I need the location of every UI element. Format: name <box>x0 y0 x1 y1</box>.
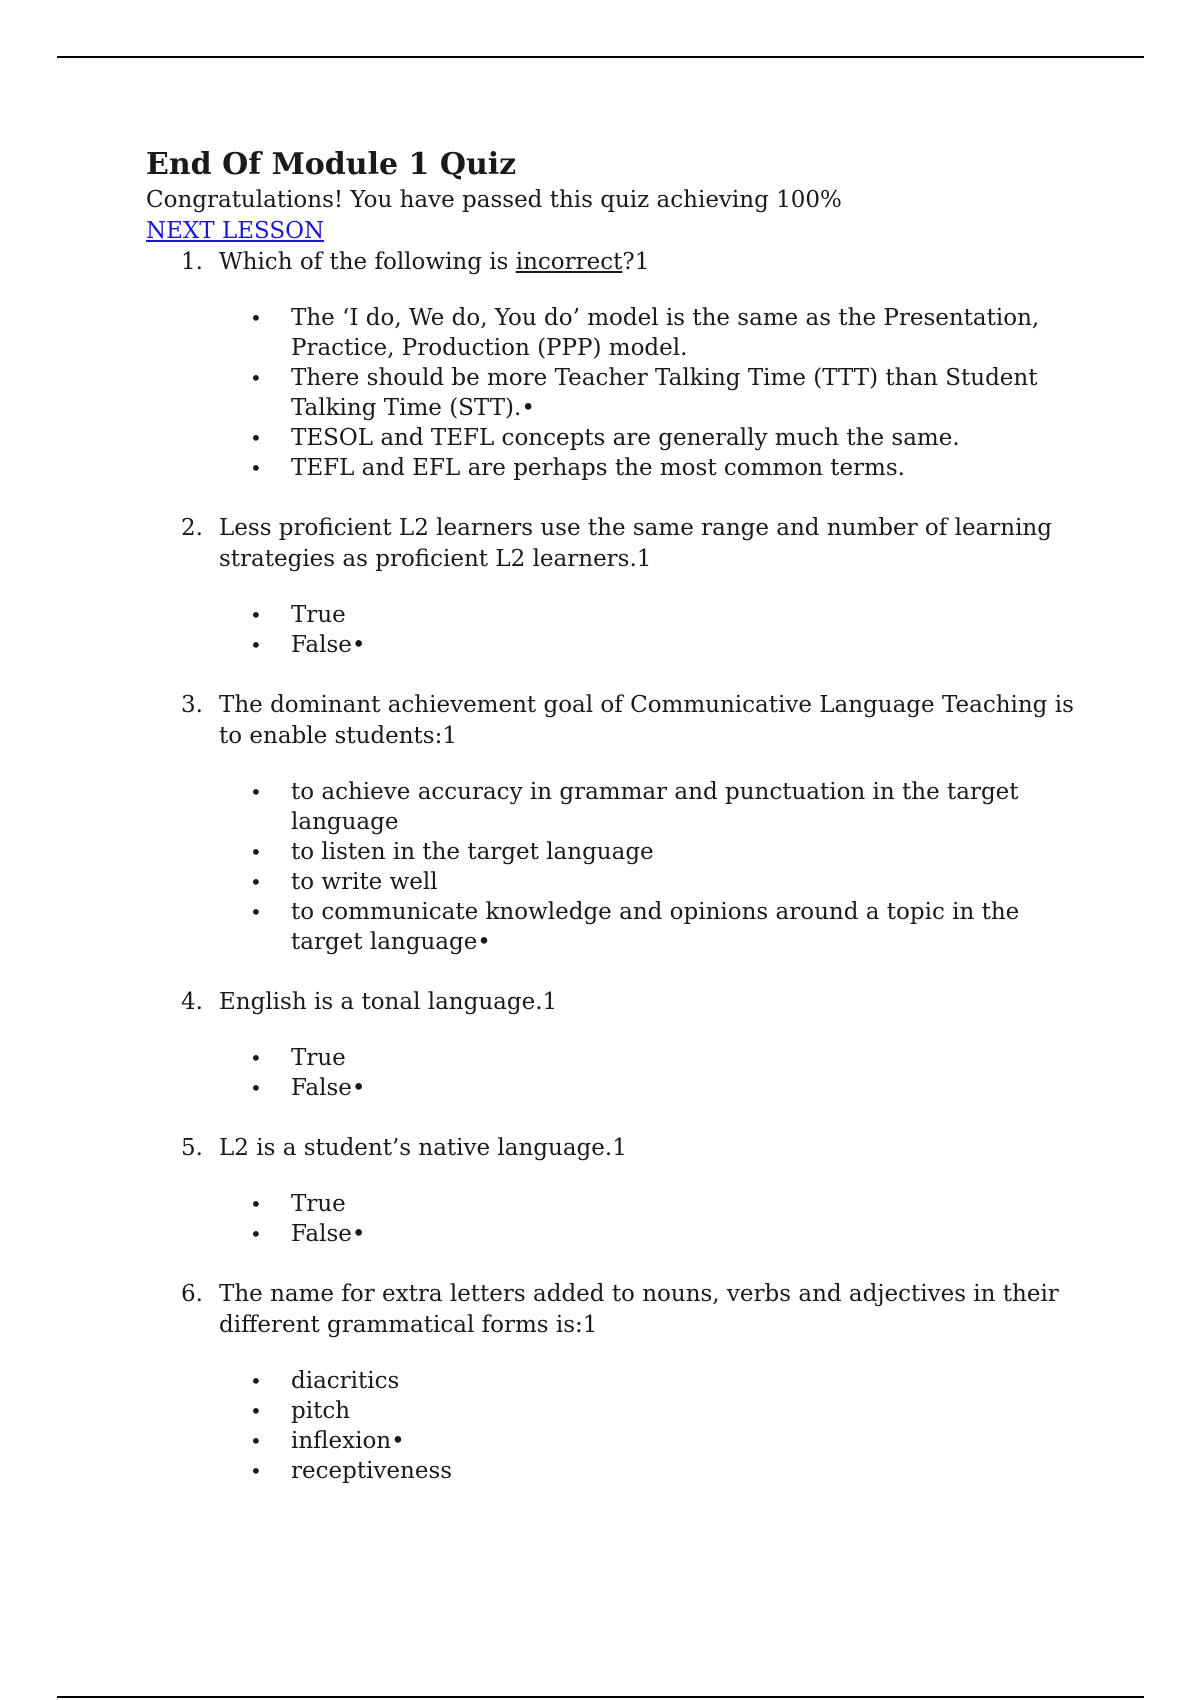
question-number: 2. <box>181 515 203 541</box>
question-number: 6. <box>181 1281 203 1307</box>
option: • pitch <box>250 1398 351 1424</box>
question-text: Which of the following is incorrect?1 <box>219 249 650 275</box>
question-text: L2 is a student’s native language.1 <box>219 1135 627 1161</box>
question-text: Less proficient L2 learners use the same range and number of learning strategies as proficient L2 learners.1 <box>219 515 1052 572</box>
question-4 <box>146 987 1076 1103</box>
bullet-icon: • <box>250 366 262 390</box>
question-text: The name for extra letters added to nouns, verbs and adjectives in their different grammatical forms is:1 <box>219 1281 1059 1338</box>
option: • There should be more Teacher Talking Time (TTT) than Student Talking Time (STT).• <box>250 365 1038 421</box>
option: • to communicate knowledge and opinions around a topic in the target language• <box>250 899 1020 955</box>
bullet-icon: • <box>250 1369 262 1393</box>
option: • inflexion• <box>250 1428 405 1454</box>
option: • The ‘I do, We do, You do’ model is the same as the Presentation, Practice, Production (PPP) model. <box>250 305 1040 361</box>
bullet-icon: • <box>250 1222 262 1246</box>
options-list <box>219 1366 1076 1486</box>
bullet-icon: • <box>250 780 262 804</box>
question-number: 4. <box>181 989 203 1015</box>
question-number: 5. <box>181 1135 203 1161</box>
bullet-icon: • <box>250 900 262 924</box>
question-5 <box>146 1133 1076 1249</box>
bullet-icon: • <box>250 1459 262 1483</box>
bullet-icon: • <box>250 306 262 330</box>
bullet-icon: • <box>250 426 262 450</box>
bullet-icon: • <box>250 633 262 657</box>
question-number: 1. <box>181 249 203 275</box>
bullet-icon: • <box>250 456 262 480</box>
next-lesson-line <box>146 216 1076 247</box>
option: • False• <box>250 1075 366 1101</box>
bullet-icon: • <box>250 1076 262 1100</box>
option: • TEFL and EFL are perhaps the most common terms. <box>250 455 905 481</box>
bullet-icon: • <box>250 1046 262 1070</box>
option: • to listen in the target language <box>250 839 654 865</box>
question-1 <box>146 247 1076 483</box>
question-text: English is a tonal language.1 <box>219 989 558 1015</box>
option: • TESOL and TEFL concepts are generally much the same. <box>250 425 960 451</box>
option: • True <box>250 1191 346 1217</box>
option: • to write well <box>250 869 438 895</box>
quiz-content <box>146 145 1076 1516</box>
page-title: End Of Module 1 Quiz <box>146 147 517 182</box>
option: • False• <box>250 1221 366 1247</box>
options-list <box>219 1189 1076 1249</box>
bottom-rule <box>57 1696 1144 1698</box>
bullet-icon: • <box>250 1429 262 1453</box>
options-list <box>219 303 1076 483</box>
question-6 <box>146 1279 1076 1486</box>
options-list <box>219 777 1076 957</box>
option: • True <box>250 602 346 628</box>
question-number: 3. <box>181 692 203 718</box>
question-list <box>146 247 1076 1486</box>
bullet-icon: • <box>250 1192 262 1216</box>
option: • True <box>250 1045 346 1071</box>
bullet-icon: • <box>250 840 262 864</box>
underlined-word: incorrect <box>515 249 623 275</box>
options-list <box>219 1043 1076 1103</box>
top-rule <box>57 56 1144 58</box>
option: • receptiveness <box>250 1458 453 1484</box>
question-2 <box>146 513 1076 660</box>
options-list <box>219 600 1076 660</box>
bullet-icon: • <box>250 870 262 894</box>
question-text: The dominant achievement goal of Communicative Language Teaching is to enable students:1 <box>219 692 1074 749</box>
next-lesson-link[interactable]: NEXT LESSON <box>146 218 325 244</box>
question-3 <box>146 690 1076 957</box>
option: • to achieve accuracy in grammar and punctuation in the target language <box>250 779 1019 835</box>
option: • False• <box>250 632 366 658</box>
bullet-icon: • <box>250 1399 262 1423</box>
result-text: Congratulations! You have passed this quiz achieving 100% <box>146 187 842 213</box>
bullet-icon: • <box>250 603 262 627</box>
option: • diacritics <box>250 1368 400 1394</box>
